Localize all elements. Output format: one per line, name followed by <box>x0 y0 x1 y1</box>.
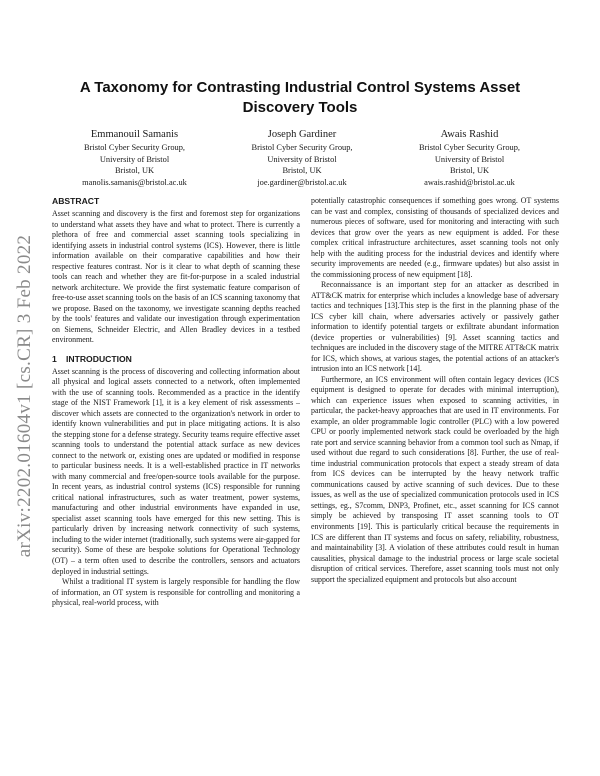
intro-paragraph-1: Asset scanning is the process of discovering and collecting information about all physical and logical assets connected to a network, often implemented with the use of scanning tools. Recommended as a practice in the identify stage of the NIST Framework [1], it is a key element of risk assessments – discover which assets are connected to the organization's network in order to identify known vulnerabilities and put in place mitigating actions. It is also the stepping stone for a defense strategy. Security teams require effective asset scanning tools to understand the potential attack surface as new devices connect to the network or, existing ones are updated or modified in response to particular business needs. It is a well-established practice in IT networks with many commercial and free/open-source tools available for the purpose. In recent years, as industrial control systems (ICS) responsible for running critical national infrastructures, such as water treatment, power systems, manufacturing and other industrial environments have expanded in use, specialist asset scanning tools have emerged for this new setting. This is particularly driven by increasing network connectivity of such systems, including to the wider internet (traditionally, such systems were air-gapped for security). Some of these are bespoke solutions for Operational Technology (OT) – a term often used to describe the controllers, sensors and actuators deployed in industrial settings. <box>52 366 300 576</box>
intro-paragraph-4: Furthermore, an ICS environment will often contain legacy devices (ICS equipment is designed to operate for decades with minimal interruption), which can experience issues when exposed to scanning activities, in particular, the packet-heavy approaches that are used in IT environments. For example, an older programmable logic controller (PLC) with a low powered CPU or poorly implemented network stack could be overloaded by the high rate port and service scanning behavior from a common tool such as Nmap, if used without due regard to such considerations [8]. Further, the use of real-time industrial communication protocols that expect a steady stream of data from ICS devices can be interrupted by the heavy network traffic communications caused by active scanning of such devices. Due to these issues, as well as the use of specialized communication protocols used in ICS settings, eg., S7comm, DNP3, Profinet, etc., asset scanning for ICS cannot simply be achieved by transposing IT asset scanning tools to OT environments [19]. This is particularly critical because the requirements in ICS are different than IT systems and focus on safety, reliability, robustness, and maintainability [3]. A violation of these attributes could result in human causalities, physical damage to the industrial process or large scale societal disruption of critical services. Therefore, asset scanning tools must not only support the specialized equipment and protocols but also account <box>311 374 559 584</box>
intro-paragraph-3: Reconnaissance is an important step for an attacker as described in ATT&CK matrix for enterprise which includes a knowledge base of adversary tactics and techniques [13].This step is the first in the planning phase of the ICS cyber kill chain, where adversaries actively or passively gather information to identify potential targets or exfiltrate abundant information (device properties or vulnerabilities) [9]. Asset scanning tactics and techniques are included in the discovery stage of the MITRE ATT&CK matrix for ICS, which shows, at various stages, the potential actions of an attacker's intrusion into an ICS network [14]. <box>311 280 559 374</box>
intro-paragraph-2-continued: potentially catastrophic consequences if something goes wrong. OT systems can be vast and complex, consisting of thousands of specialized devices and numerous pieces of software, used for monitoring and interacting with such devices that grow over the years as new equipment is added. For these complex critical infrastructure architectures, asset scanning tools not only help with the auditing process for the industrial devices and identify where security improvements are needed (e.g., firmware updates) but also assist in the commissioning process of new equipment [18]. <box>311 196 559 279</box>
author-university: University of Bristol <box>267 154 337 164</box>
introduction-heading <box>52 354 300 365</box>
abstract-heading: ABSTRACT <box>52 196 100 206</box>
author-university: University of Bristol <box>434 154 505 164</box>
author-email: manolis.samanis@bristol.ac.uk <box>82 177 187 187</box>
author-block <box>52 128 552 188</box>
author-location: Bristol, UK <box>114 166 155 175</box>
paper-title: A Taxonomy for Contrasting Industrial Control Systems Asset Discovery Tools <box>79 79 521 116</box>
author-group: Bristol Cyber Security Group, <box>251 143 353 152</box>
author-name: Awais Rashid <box>440 129 499 140</box>
author-name: Emmanouil Samanis <box>90 129 179 140</box>
section-number: 1 <box>52 353 57 364</box>
abstract-text: Asset scanning and discovery is the first and foremost step for organizations to understand what assets they have and what to protect. There is currently a plethora of free and commercial asset scanning tools specializing in identifying assets in industrial control systems (ICS). However, there is little information available on their comparative capabilities and how their respective features contrast. Nor is it clear to what depth of scanning these tools can reach and whether they are fit-for-purpose in a scaled industrial network architecture. We provide the first systematic feature comparison of free-to-use asset scanning tools on the basis of an ICS scanning taxonomy that we propose. Based on the taxonomy, we investigate scanning depths reached by the tools' features and validate our investigation through experimentation on Siemens, Schneider Electric, and Allen Bradley devices in a testbed environment. <box>52 209 300 345</box>
author-email: awais.rashid@bristol.ac.uk <box>424 177 515 187</box>
author-1 <box>52 128 217 188</box>
arxiv-identifier-stamp <box>10 206 40 586</box>
intro-paragraph-2: Whilst a traditional IT system is largely responsible for handling the flow of information, an OT system is responsible for controlling and monitoring a physical, real-world process, with <box>52 577 300 608</box>
left-column <box>52 196 300 609</box>
author-location: Bristol, UK <box>282 166 322 175</box>
author-3 <box>387 128 552 188</box>
right-column <box>311 196 559 585</box>
section-title: INTRODUCTION <box>66 353 132 364</box>
arxiv-id-text: arXiv:2202.01604v1 [cs.CR] 3 Feb 2022 <box>14 234 35 558</box>
author-university: University of Bristol <box>99 154 170 164</box>
author-name: Joseph Gardiner <box>267 129 337 140</box>
author-2 <box>220 128 385 188</box>
author-group: Bristol Cyber Security Group, <box>84 143 185 152</box>
author-location: Bristol, UK <box>449 166 490 175</box>
author-group: Bristol Cyber Security Group, <box>419 143 520 152</box>
author-email: joe.gardiner@bristol.ac.uk <box>257 177 347 187</box>
